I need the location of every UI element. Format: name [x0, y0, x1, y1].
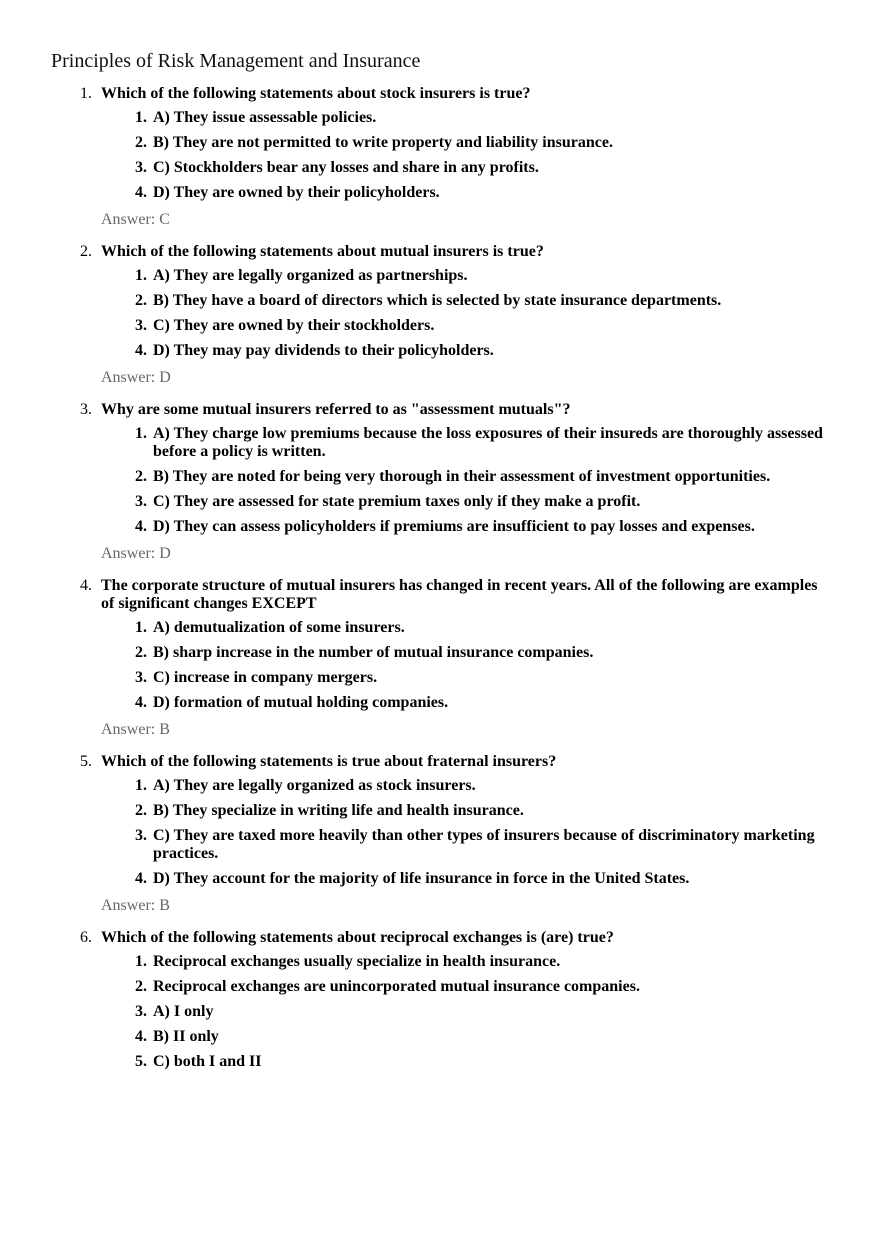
question-text: Which of the following statements about stock insurers is true?	[101, 85, 531, 102]
option-text: B) They are noted for being very thorough in their assessment of investment opportunities.	[153, 468, 771, 485]
option-item	[101, 644, 830, 662]
option-item	[101, 109, 830, 127]
option-list	[101, 777, 830, 888]
option-text: C) They are assessed for state premium taxes only if they make a profit.	[153, 493, 641, 510]
option-item	[101, 468, 830, 486]
option-item	[101, 802, 830, 820]
option-text: B) sharp increase in the number of mutual insurance companies.	[153, 644, 594, 661]
question-number: 4.	[80, 577, 92, 594]
option-number: 4.	[135, 694, 147, 711]
answer-text: Answer: B	[101, 721, 170, 738]
option-item	[101, 953, 830, 971]
question-item	[0, 401, 880, 563]
option-text: C) both I and II	[153, 1053, 262, 1070]
option-item	[101, 184, 830, 202]
option-text: D) formation of mutual holding companies.	[153, 694, 449, 711]
option-number: 1.	[135, 619, 147, 636]
option-number: 3.	[135, 669, 147, 686]
question-text: Which of the following statements about reciprocal exchanges is (are) true?	[101, 929, 614, 946]
question-text: Which of the following statements about mutual insurers is true?	[101, 243, 544, 260]
option-number: 2.	[135, 644, 147, 661]
option-item	[101, 1053, 830, 1071]
option-item	[101, 1028, 830, 1046]
option-item	[101, 694, 830, 712]
option-item	[101, 978, 830, 996]
option-number: 1.	[135, 109, 147, 126]
question-item	[0, 85, 880, 229]
question-number: 5.	[80, 753, 92, 770]
question-number: 6.	[80, 929, 92, 946]
option-number: 3.	[135, 493, 147, 510]
option-number: 5.	[135, 1053, 147, 1070]
answer-text: Answer: B	[101, 897, 170, 914]
option-list	[101, 425, 830, 536]
question-item	[0, 577, 880, 739]
question-item	[0, 753, 880, 915]
question-number: 2.	[80, 243, 92, 260]
option-list	[101, 953, 830, 1071]
document-title: Principles of Risk Management and Insurance	[51, 50, 421, 72]
answer-text: Answer: C	[101, 211, 170, 228]
option-text: A) They charge low premiums because the loss exposures of their insureds are thoroughly assessed before a policy is written.	[153, 425, 823, 460]
option-number: 1.	[135, 425, 147, 442]
option-item	[101, 777, 830, 795]
option-text: D) They may pay dividends to their policyholders.	[153, 342, 494, 359]
question-item	[0, 929, 880, 1071]
option-text: C) They are taxed more heavily than other types of insurers because of discriminatory marketing practices.	[153, 827, 815, 862]
option-number: 1.	[135, 777, 147, 794]
option-number: 4.	[135, 870, 147, 887]
option-number: 3.	[135, 827, 147, 844]
option-text: A) They issue assessable policies.	[153, 109, 377, 126]
question-list	[0, 85, 880, 1071]
option-number: 2.	[135, 292, 147, 309]
option-item	[101, 1003, 830, 1021]
question-number: 3.	[80, 401, 92, 418]
option-list	[101, 267, 830, 360]
option-text: C) increase in company mergers.	[153, 669, 378, 686]
answer-text: Answer: D	[101, 369, 171, 386]
option-text: A) They are legally organized as partnerships.	[153, 267, 468, 284]
option-number: 3.	[135, 1003, 147, 1020]
option-item	[101, 159, 830, 177]
option-number: 2.	[135, 468, 147, 485]
option-number: 1.	[135, 267, 147, 284]
question-item	[0, 243, 880, 387]
answer-text: Answer: D	[101, 545, 171, 562]
option-number: 3.	[135, 159, 147, 176]
option-number: 4.	[135, 342, 147, 359]
option-number: 4.	[135, 1028, 147, 1045]
option-number: 2.	[135, 802, 147, 819]
option-number: 4.	[135, 518, 147, 535]
option-number: 1.	[135, 953, 147, 970]
option-item	[101, 493, 830, 511]
option-item	[101, 870, 830, 888]
option-item	[101, 669, 830, 687]
option-text: B) II only	[153, 1028, 219, 1045]
option-text: D) They are owned by their policyholders.	[153, 184, 440, 201]
option-item	[101, 425, 830, 461]
question-number: 1.	[80, 85, 92, 102]
option-number: 4.	[135, 184, 147, 201]
option-item	[101, 292, 830, 310]
option-number: 3.	[135, 317, 147, 334]
option-number: 2.	[135, 134, 147, 151]
option-text: B) They specialize in writing life and health insurance.	[153, 802, 524, 819]
option-text: C) Stockholders bear any losses and share in any profits.	[153, 159, 539, 176]
option-text: B) They have a board of directors which is selected by state insurance departments.	[153, 292, 722, 309]
option-list	[101, 619, 830, 712]
option-item	[101, 342, 830, 360]
option-item	[101, 317, 830, 335]
option-item	[101, 267, 830, 285]
option-item	[101, 827, 830, 863]
option-text: D) They can assess policyholders if premiums are insufficient to pay losses and expenses.	[153, 518, 755, 535]
option-text: A) They are legally organized as stock insurers.	[153, 777, 476, 794]
option-text: Reciprocal exchanges usually specialize in health insurance.	[153, 953, 561, 970]
question-text: Which of the following statements is true about fraternal insurers?	[101, 753, 557, 770]
option-item	[101, 518, 830, 536]
option-text: C) They are owned by their stockholders.	[153, 317, 435, 334]
option-list	[101, 109, 830, 202]
option-text: Reciprocal exchanges are unincorporated mutual insurance companies.	[153, 978, 640, 995]
option-number: 2.	[135, 978, 147, 995]
option-text: A) demutualization of some insurers.	[153, 619, 405, 636]
question-text: The corporate structure of mutual insurers has changed in recent years. All of the following are examples of significant changes EXCEPT	[101, 577, 818, 612]
question-text: Why are some mutual insurers referred to as "assessment mutuals"?	[101, 401, 571, 418]
option-text: B) They are not permitted to write property and liability insurance.	[153, 134, 613, 151]
option-text: A) I only	[153, 1003, 214, 1020]
option-text: D) They account for the majority of life insurance in force in the United States.	[153, 870, 690, 887]
option-item	[101, 134, 830, 152]
option-item	[101, 619, 830, 637]
